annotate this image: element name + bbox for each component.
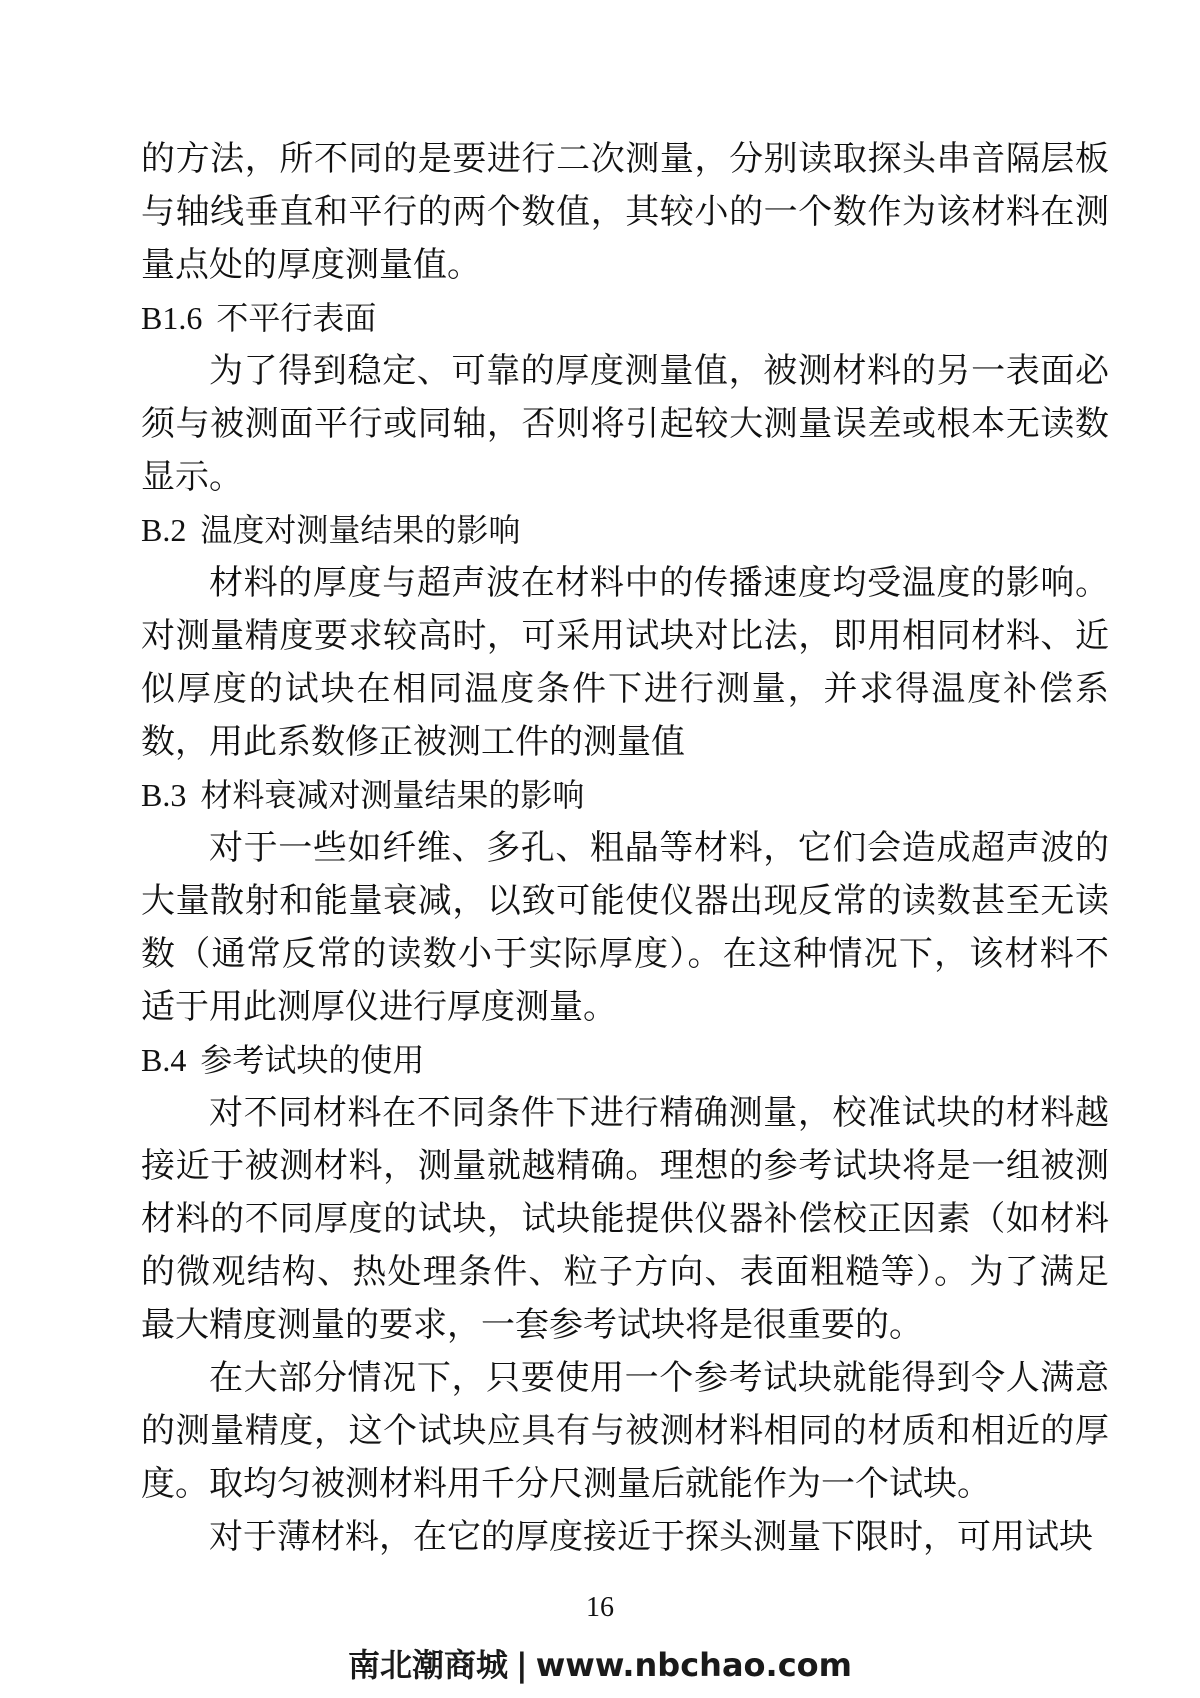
footer-watermark bbox=[0, 1640, 1200, 1686]
footer-separator: | bbox=[516, 1646, 528, 1684]
section-heading-b16 bbox=[141, 292, 1109, 345]
paragraph-b4-1: 对不同材料在不同条件下进行精确测量，校准试块的材料越接近于被测材料，测量就越精确。理想的参考试块将是一组被测材料的不同厚度的试块，试块能提供仪器补偿校正因素（如材料的微观结构、热处理条件、粒子方向、表面粗糙等）。为了满足最大精度测量的要求，一套参考试块将是很重要的。 bbox=[141, 1093, 1109, 1345]
paragraph-b2: 材料的厚度与超声波在材料中的传播速度均受温度的影响。对测量精度要求较高时，可采用试块对比法，即用相同材料、近似厚度的试块在相同温度条件下进行测量，并求得温度补偿系数，用此系数修正被测工件的测量值 bbox=[141, 563, 1109, 762]
section-number: B.2 bbox=[141, 512, 187, 548]
section-heading-b4 bbox=[141, 1034, 1109, 1087]
paragraph-b3: 对于一些如纤维、多孔、粗晶等材料，它们会造成超声波的大量散射和能量衰减，以致可能使仪器出现反常的读数甚至无读数（通常反常的读数小于实际厚度）。在这种情况下，该材料不适于用此测厚仪进行厚度测量。 bbox=[141, 828, 1109, 1027]
section-title: 不平行表面 bbox=[216, 300, 377, 336]
footer-url: www.nbchao.com bbox=[535, 1646, 852, 1684]
section-number: B.4 bbox=[141, 1042, 187, 1078]
body-text bbox=[141, 133, 1109, 1564]
paragraph-b4-3: 对于薄材料，在它的厚度接近于探头测量下限时，可用试块 bbox=[209, 1517, 1093, 1557]
section-number: B.3 bbox=[141, 777, 187, 813]
section-heading-b3 bbox=[141, 769, 1109, 822]
page-number: 16 bbox=[586, 1592, 614, 1623]
section-title: 材料衰减对测量结果的影响 bbox=[200, 777, 585, 813]
paragraph-b4-2: 在大部分情况下，只要使用一个参考试块就能得到令人满意的测量精度，这个试块应具有与被测材料相同的材质和相近的厚度。取均匀被测材料用千分尺测量后就能作为一个试块。 bbox=[141, 1358, 1109, 1504]
section-title: 温度对测量结果的影响 bbox=[200, 512, 521, 548]
section-title: 参考试块的使用 bbox=[200, 1042, 425, 1078]
section-heading-b2 bbox=[141, 504, 1109, 557]
brand-name: 南北潮商城 bbox=[348, 1646, 509, 1684]
paragraph-b16: 为了得到稳定、可靠的厚度测量值，被测材料的另一表面必须与被测面平行或同轴，否则将引起较大测量误差或根本无读数显示。 bbox=[141, 351, 1109, 497]
section-number: B1.6 bbox=[141, 300, 203, 336]
paragraph-b15-continued: 的方法，所不同的是要进行二次测量，分别读取探头串音隔层板与轴线垂直和平行的两个数值，其较小的一个数作为该材料在测量点处的厚度测量值。 bbox=[141, 139, 1109, 285]
